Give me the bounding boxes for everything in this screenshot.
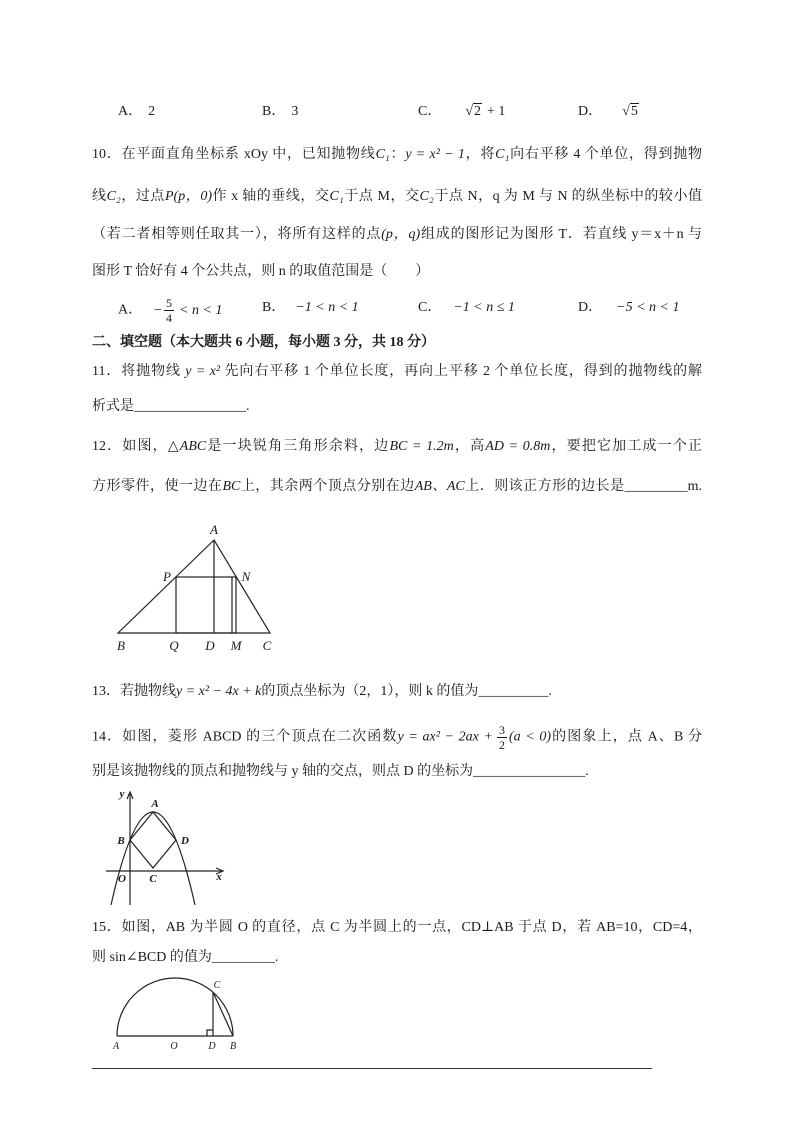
question-text: 先向右平移 1 个单位长度，再向上平移 2 个单位长度，得到的抛物线的解 — [220, 364, 703, 379]
option-letter: C． — [418, 300, 442, 315]
label-d: D — [181, 835, 189, 847]
question-number: 11． — [92, 364, 122, 379]
answer-blank: __________ — [478, 684, 549, 699]
question-text: . — [585, 764, 589, 779]
bottom-divider — [92, 1068, 652, 1069]
section-title: 二、填空题（本大题共 6 小题，每小题 3 分，共 18 分） — [92, 335, 435, 350]
question-number: 13． — [92, 684, 120, 699]
question-text: . — [548, 684, 552, 699]
question-text: 于点 M，交 — [343, 189, 420, 204]
radicand: 5 — [630, 104, 638, 119]
section-heading — [92, 332, 702, 354]
label-c: C — [149, 873, 157, 885]
radical-sign: √ — [465, 104, 474, 119]
option-value-suffix: + 1 — [487, 104, 506, 119]
question-text: 上．则该正方形的边长是 — [464, 479, 625, 494]
question-text: ，要把它加工成一个正 — [550, 439, 703, 454]
label-o: O — [118, 873, 126, 885]
right-angle-icon — [207, 1030, 213, 1036]
option-letter: B． — [262, 104, 286, 119]
math-expression: △ABC — [167, 439, 207, 454]
question-text: 如图，菱形 ABCD 的三个顶点在二次函数 — [122, 729, 398, 745]
question-text: 别是该抛物线的顶点和抛物线与 y 轴的交点，则点 D 的坐标为 — [92, 764, 474, 779]
q10-option-b — [262, 297, 359, 319]
label-a: A — [210, 522, 218, 537]
math-expression: C₂ — [106, 189, 121, 204]
q9-option-a — [118, 101, 155, 123]
math-expression: AB — [414, 479, 432, 494]
question-text: . — [274, 950, 279, 965]
math-expression: C₁ — [329, 189, 344, 204]
q10-line-3 — [92, 224, 702, 246]
question-text: 若抛物线 — [120, 684, 176, 699]
q15-line-2 — [92, 947, 702, 969]
fraction — [497, 724, 507, 751]
rhombus-abcd — [130, 812, 176, 868]
label-c: C — [213, 980, 221, 991]
question-number: 15． — [92, 920, 122, 935]
question-text: ： — [389, 147, 406, 162]
question-text: 、 — [431, 479, 447, 494]
math-expression: AD = 0.8m — [485, 439, 551, 454]
q11-line-2 — [92, 396, 702, 418]
square-pqmn — [176, 577, 236, 633]
label-q: Q — [169, 638, 179, 653]
math-expression: P(p，0) — [165, 189, 212, 204]
math-expression: y = x² − 4x + k — [176, 684, 262, 699]
question-text: 是一块锐角三角形余料，边 — [206, 439, 390, 454]
question-number: 14． — [92, 729, 123, 745]
label-m: M — [230, 638, 242, 653]
question-text: （若二者相等则任取其一），将所有这样的点 — [92, 227, 382, 242]
question-text: 如图，AB 为半圆 O 的直径，点 C 为半圆上的一点，CD⊥AB 于点 D，若 AB=10，CD=4， — [121, 920, 703, 935]
option-letter: D． — [578, 104, 603, 119]
label-d: D — [205, 638, 215, 653]
question-text: 在平面直角坐标系 xOy 中，已知抛物线 — [121, 147, 376, 162]
math-expression: AC — [446, 479, 465, 494]
option-letter: A． — [118, 302, 143, 318]
option-letter: A． — [118, 104, 143, 119]
q10-line-4 — [92, 261, 702, 283]
question-text: 析式是 — [92, 399, 134, 414]
label-y: y — [119, 788, 125, 800]
question-text: ，高 — [453, 439, 486, 454]
triangle-abc — [118, 540, 270, 633]
q15-semicircle-figure — [105, 970, 250, 1055]
question-text: m. — [687, 479, 703, 494]
q10-option-c — [418, 297, 515, 319]
question-text: 将抛物线 — [121, 364, 186, 379]
question-text: ，过点 — [120, 189, 165, 204]
label-b: B — [117, 835, 125, 847]
question-text: 线 — [92, 189, 107, 204]
q14-parabola-figure — [100, 785, 235, 910]
label-o: O — [170, 1041, 178, 1052]
fraction-denominator: 4 — [166, 311, 173, 325]
radical-sign: √ — [622, 104, 630, 119]
question-text: 方形零件，使一边在 — [92, 479, 223, 494]
math-expression: C₁ — [375, 147, 390, 162]
minus-sign: − — [154, 302, 163, 318]
math-expression: C₂ — [419, 189, 434, 204]
q12-line-2 — [92, 476, 702, 498]
q14-line-1 — [92, 723, 703, 752]
label-c: C — [262, 638, 272, 653]
q9-option-d — [578, 101, 639, 123]
q10-line-2 — [92, 186, 702, 208]
question-text: 则 sin∠BCD 的值为 — [92, 950, 212, 965]
fraction-numerator: 3 — [498, 723, 505, 737]
math-expression: BC — [222, 479, 241, 494]
question-text: 于点 N，q 为 M 与 N 的纵坐标中的较小值 — [433, 189, 703, 204]
math-expression: (a < 0) — [508, 729, 552, 745]
option-value: 2 — [148, 104, 156, 119]
question-number: 12． — [92, 439, 123, 454]
answer-blank: _________ — [624, 479, 688, 494]
q13-line-1 — [92, 681, 702, 703]
question-text: ，将 — [464, 147, 496, 162]
option-value: < n < 1 — [179, 302, 223, 318]
q9-option-c — [418, 101, 505, 123]
label-d: D — [208, 1041, 216, 1052]
option-letter: C． — [418, 104, 442, 119]
math-expression: y = x² − 1 — [405, 147, 465, 162]
question-text: 图形 T 恰好有 4 个公共点，则 n 的取值范围是（ ） — [92, 264, 430, 279]
q10-line-1 — [92, 144, 702, 166]
question-text: 向右平移 4 个单位，得到抛物 — [509, 147, 703, 162]
q12-triangle-figure — [105, 515, 285, 660]
fraction-numerator: 5 — [166, 296, 173, 310]
q10-option-d — [578, 297, 679, 319]
label-b: B — [229, 1041, 237, 1052]
option-value: −5 < n < 1 — [616, 300, 680, 315]
answer-blank: ________________ — [473, 764, 586, 779]
answer-blank: _________ — [211, 950, 275, 965]
label-n: N — [241, 569, 251, 584]
q9-option-b — [262, 101, 298, 123]
answer-blank: ________________ — [134, 399, 246, 414]
question-text: . — [246, 399, 250, 414]
label-x: x — [216, 871, 222, 883]
question-text: 作 x 轴的垂线，交 — [211, 189, 330, 204]
math-expression: y = ax² − 2ax + — [397, 729, 493, 745]
question-text: 组成的图形记为图形 T．若直线 y＝x＋n 与 — [420, 227, 702, 242]
option-value: 3 — [291, 104, 299, 119]
math-expression: C₁ — [495, 147, 510, 162]
question-text: 上，其余两个顶点分别在边 — [240, 479, 415, 494]
option-value: −1 < n ≤ 1 — [453, 300, 515, 315]
math-expression: (p，q) — [381, 227, 421, 242]
q15-line-1 — [92, 917, 702, 939]
parabola-curve — [111, 812, 195, 905]
q11-line-1 — [92, 361, 702, 383]
chord-cb — [213, 992, 233, 1036]
math-expression: BC = 1.2m — [389, 439, 454, 454]
question-text: 的图象上，点 A、B 分 — [551, 729, 703, 745]
question-text: 的顶点坐标为（2，1），则 k 的值为 — [261, 684, 479, 699]
math-expression: y = x² — [185, 364, 221, 379]
label-b: B — [117, 638, 125, 653]
q10-option-a — [118, 296, 223, 325]
question-number: 10． — [92, 147, 122, 162]
option-value: −1 < n < 1 — [295, 300, 359, 315]
label-a: A — [112, 1041, 120, 1052]
fraction-denominator: 2 — [498, 738, 505, 752]
label-p: P — [163, 569, 171, 584]
fraction — [164, 297, 174, 324]
q14-line-2 — [92, 761, 702, 783]
question-text: 如图， — [122, 439, 168, 454]
radicand: 2 — [474, 104, 482, 119]
option-letter: D． — [578, 300, 603, 315]
option-letter: B． — [262, 300, 286, 315]
label-a: A — [151, 798, 159, 810]
q12-line-1 — [92, 436, 702, 458]
